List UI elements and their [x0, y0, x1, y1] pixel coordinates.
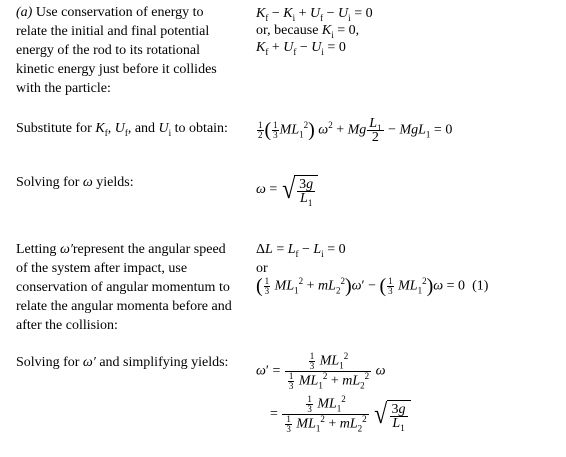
step-2-t7: U — [158, 121, 169, 136]
step-5-t1: ω′ — [82, 355, 96, 370]
step-2-t2: f — [104, 127, 108, 138]
step-2-t8: i — [168, 127, 172, 138]
step-4-equations — [256, 241, 488, 296]
step-1-equations — [256, 5, 373, 56]
step-3-t2: yields: — [92, 175, 134, 190]
angular-momentum-change: $\Delta L = L_f - L_i = 0$ — [256, 242, 346, 259]
step-4-t2: represent the angular speed of the system after impact, use conservation of angular momentum to relate the angular momenta before and after the collision: — [16, 242, 232, 333]
step-5-equations — [256, 352, 411, 434]
step-3-t1: ω — [82, 175, 93, 190]
step-3-t0: Solving for — [16, 175, 83, 190]
step-2-equation — [256, 117, 452, 144]
part-label: (a) — [16, 5, 33, 20]
or-line: or — [256, 261, 268, 276]
step-2-t6: , and — [127, 121, 159, 136]
step-1-text — [16, 3, 238, 98]
step-5-t2: and simplifying yields: — [95, 355, 229, 370]
step-2-t1: K — [95, 121, 105, 136]
angular-momentum-equation: ( $\frac{1}{3}$ $ML_1^2 + mL_2^2)\omega'$ − ( $\frac{1}{3}$ $ML_1^2)\omega = 0$ (1) — [256, 275, 489, 297]
omega-prime-equation: ω′ = $\frac{1}{3}$ $ML_1^2$ $\frac{1}{3}$ $ML_1^2 + mL_2^2$ ω — [256, 351, 386, 391]
energy-equation-reduced: $K_f + U_f - U_i = 0$ — [256, 40, 346, 57]
step-5-t0: Solving for — [16, 355, 83, 370]
step-2-t5: f — [124, 127, 128, 138]
energy-equation: $K_f - K_i + U_f - U_i = 0$ — [256, 6, 373, 23]
step-3-text — [16, 173, 238, 192]
step-2-text — [16, 119, 238, 138]
step-2-t0: Substitute for — [16, 121, 96, 136]
substituted-energy-equation: $\frac{1}{2}$ ( $\frac{1}{3}$ $ML_1^2$) $\omega^2 + Mg$ $\frac{L_1}{2}$ − MgL$_1$ = 0 — [258, 116, 453, 145]
step-3-equation — [256, 174, 318, 208]
step-2-t4: U — [114, 121, 125, 136]
step-2-t9: to obtain: — [171, 121, 228, 136]
step-4-text — [16, 240, 238, 335]
step-5-text — [16, 353, 238, 372]
or-because-text: or, because — [256, 23, 319, 38]
or-because-line: or, because $K_i = 0$, — [256, 23, 360, 40]
equation-label: (1) — [472, 278, 489, 294]
step-4-t0: Letting — [16, 242, 60, 257]
step-4-t1: ω′ — [59, 242, 73, 257]
step-2-t3: , — [107, 121, 115, 136]
omega-prime-simplified: = $\frac{1}{3}$ $ML_1^2$ $\frac{1}{3}$ $ML_1^2 + mL_2^2$ √ $\frac{3g}{L_1}$ — [256, 395, 411, 434]
omega-equation: ω = √ $\frac{3g}{L_1}$ — [256, 175, 318, 205]
step-1-description: Use conservation of energy to relate the initial and final potential energy of the rod to its rotational kinetic energy just before it collides with the particle: — [16, 5, 217, 96]
